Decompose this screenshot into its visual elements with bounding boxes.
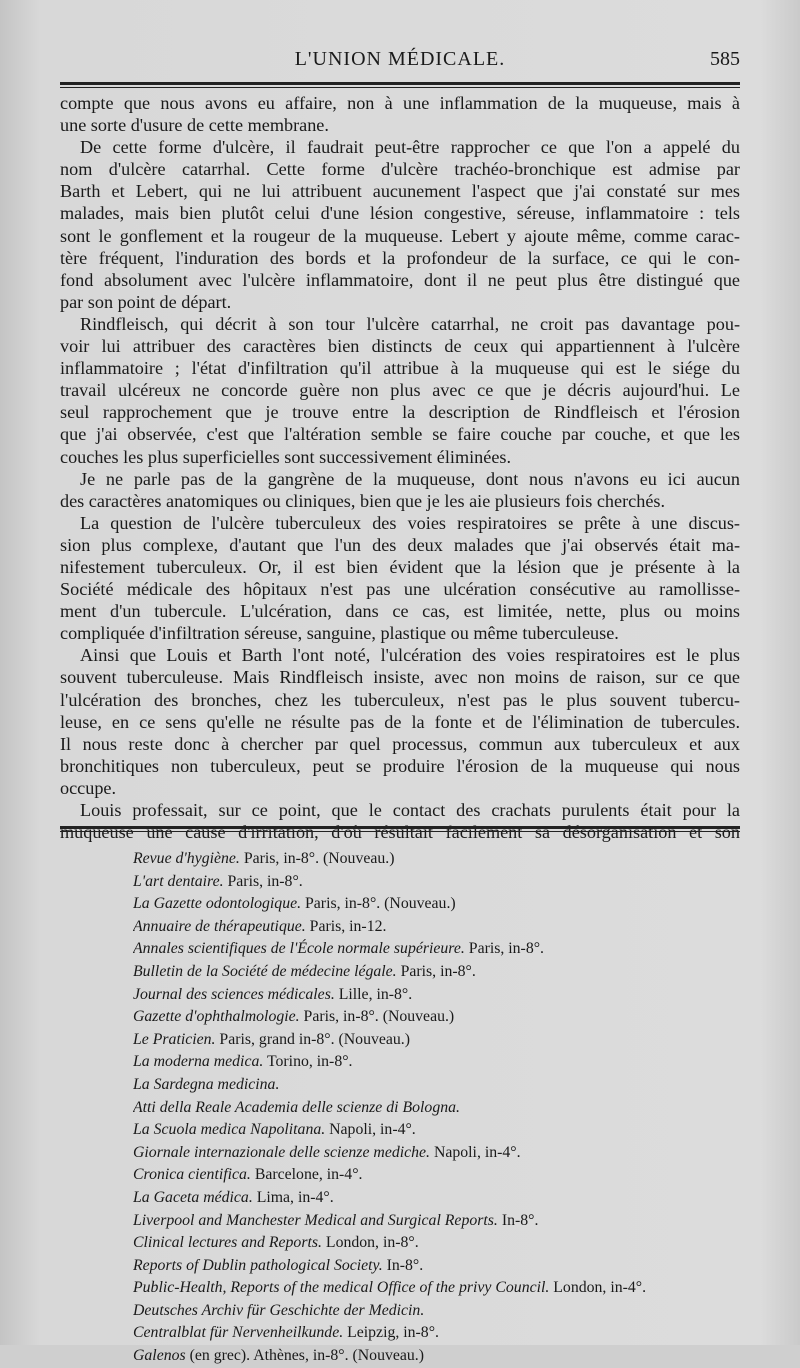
body-line: compliquée d'infiltration séreuse, sanguine, plastique ou même tuberculeuse. (60, 623, 619, 644)
periodical-title: Annuaire de thérapeutique. (133, 917, 306, 935)
periodical-entry (133, 1051, 753, 1074)
periodical-title: Revue d'hygiène. (133, 850, 240, 867)
body-line: couches les plus superficielles sont successivement éliminées. (60, 446, 512, 467)
periodical-details: Lille, in-8°. (334, 985, 413, 1003)
periodical-title: Galenos (133, 1347, 186, 1365)
periodical-details: Paris, in-8°. (223, 872, 303, 890)
body-line: nifestement tuberculeux. Or, il est bien évident que la lésion que je présente à la (60, 556, 740, 577)
periodical-title: Gazette d'ophthalmologie. (133, 1008, 300, 1026)
periodical-entry (133, 1255, 753, 1278)
periodical-details: Napoli, in-4°. (430, 1143, 521, 1161)
periodical-title: La Scuola medica Napolitana. (133, 1121, 326, 1139)
body-line: une sorte d'usure de cette membrane. (60, 115, 329, 136)
body-line: Louis professait, sur ce point, que le contact des crachats purulents était pour la (80, 800, 740, 820)
running-header (60, 48, 740, 76)
periodical-entry (133, 1322, 753, 1345)
periodical-entry (133, 1210, 753, 1233)
periodical-entry (133, 871, 753, 894)
body-line: fond absolument avec l'ulcère inflammatoire, dont il ne peut plus être distingué que (60, 269, 740, 290)
periodical-entry (133, 1074, 753, 1097)
body-line: Je ne parle pas de la gangrène de la muqueuse, dont nous n'avons eu ici aucun (80, 468, 740, 489)
periodical-title: L'art dentaire. (133, 872, 224, 890)
periodical-entry (133, 1187, 753, 1210)
body-line: Société médicale des hôpitaux n'est pas une ulcération consécutive au ramollisse- (60, 579, 740, 600)
body-line: malades, mais bien plutôt celui d'une lésion congestive, séreuse, inflammatoire : tels (60, 203, 740, 224)
periodical-details: Paris, grand in-8°. (Nouveau.) (215, 1030, 410, 1048)
periodical-entry (133, 916, 753, 939)
page-number: 585 (710, 48, 740, 70)
periodical-entry (133, 1277, 753, 1300)
body-line: muqueuse une cause d'irritation, d'où résultait facilement sa désorganisation et son (60, 822, 740, 843)
body-line: tère fréquent, l'induration des bords et la profondeur de la surface, ce qui le con- (60, 247, 740, 268)
periodical-title: Liverpool and Manchester Medical and Surgical Reports. (133, 1211, 498, 1229)
body-line: sion plus complexe, d'autant que l'un des deux malades que j'ai observés était ma- (60, 534, 740, 555)
periodical-title: Centralblat für Nervenheilkunde. (133, 1324, 344, 1342)
periodical-title: Atti della Reale Academia delle scienze di Bologna. (133, 1098, 460, 1116)
periodical-details: Paris, in-8°. (396, 962, 476, 980)
periodical-details: Torino, in-8°. (263, 1053, 353, 1071)
periodical-title: La moderna medica. (133, 1053, 264, 1071)
periodical-title: Journal des sciences médicales. (133, 985, 335, 1003)
periodical-entry (133, 1232, 753, 1255)
body-line: l'ulcération des bronches, chez les tuberculeux, n'est pas le plus souvent tubercu- (60, 689, 740, 710)
periodical-details: Paris, in-8°. (Nouveau.) (239, 850, 395, 867)
body-line: compte que nous avons eu affaire, non à une inflammation de la muqueuse, mais à (60, 93, 740, 113)
body-line: ment d'un tubercule. L'ulcération, dans ce cas, est limitée, nette, plus ou moins (60, 601, 740, 622)
body-line: occupe. (60, 777, 117, 798)
body-line: par son point de départ. (60, 291, 232, 312)
periodical-entry (133, 984, 753, 1007)
periodical-entry (133, 1029, 753, 1052)
periodical-details: Napoli, in-4°. (325, 1121, 416, 1139)
body-line: La question de l'ulcère tuberculeux des voies respiratoires se prête à une discus- (80, 512, 740, 533)
periodical-details: (en grec). Athènes, in-8°. (Nouveau.) (185, 1347, 425, 1365)
body-line: des caractères anatomiques ou cliniques, bien que je les aie plusieurs fois cherchés. (60, 490, 666, 511)
body-text (60, 92, 740, 843)
periodical-title: Giornale internazionale delle scienze mediche. (133, 1143, 430, 1161)
body-line: que j'ai observée, c'est que l'altération semble se faire couche par couche, et que les (60, 424, 740, 445)
body-line: travail ulcéreux ne concorde guère non plus avec ce que je décris aujourd'hui. Le (60, 380, 740, 401)
periodical-details: London, in-4°. (549, 1279, 647, 1297)
body-line: nom d'ulcère catarrhal. Cette forme d'ulcère trachéo-bronchique est admise par (60, 159, 740, 180)
header-rule (60, 82, 740, 88)
periodical-title: Cronica cientifica. (133, 1166, 251, 1184)
periodical-details: In-8°. (497, 1211, 539, 1229)
body-line: Ainsi que Louis et Barth l'ont noté, l'ulcération des voies respiratoires est le plus (80, 645, 740, 666)
periodical-details: Barcelone, in-4°. (250, 1166, 363, 1184)
periodical-title: La Gazette odontologique. (133, 895, 302, 913)
periodical-details: In-8°. (382, 1256, 424, 1274)
periodical-title: Le Praticien. (133, 1030, 216, 1048)
body-line: sont le gonflement et la rougeur de la muqueuse. Lebert y ajoute même, comme carac- (60, 225, 740, 246)
body-line: leuse, en ce sens qu'elle ne résulte pas de la fonte et de l'élimination de tubercules. (60, 711, 740, 732)
periodical-details: London, in-8°. (321, 1234, 419, 1252)
periodical-entry (133, 1006, 753, 1029)
body-line: Barth et Lebert, qui ne lui attribuent aucunement l'aspect que j'ai constaté sur mes (60, 181, 740, 202)
periodical-entry (133, 893, 753, 916)
periodicals-list (133, 848, 753, 1368)
periodical-details: Paris, in-8°. (464, 940, 544, 958)
periodical-details: Paris, in-8°. (Nouveau.) (301, 895, 456, 913)
periodical-title: La Sardegna medicina. (133, 1075, 280, 1093)
periodical-title: Public-Health, Reports of the medical Office of the privy Council. (133, 1279, 550, 1297)
periodical-details: Paris, in-8°. (Nouveau.) (299, 1008, 455, 1026)
body-line: bronchitiques non tuberculeux, peut se produire l'érosion de la muqueuse qui nous (60, 755, 740, 776)
body-line: inflammatoire ; l'état d'infiltration qu'il attribue à la muqueuse qui est le siége du (60, 358, 740, 379)
periodical-title: Deutsches Archiv für Geschichte der Medicin. (133, 1301, 425, 1319)
periodical-entry (133, 961, 753, 984)
periodical-details: Leipzig, in-8°. (343, 1324, 439, 1342)
body-line: voir lui attribuer des caractères bien distincts de ceux qui appartiennent à l'ulcère (60, 336, 740, 357)
periodical-entry (133, 1164, 753, 1187)
periodical-details: Lima, in-4°. (252, 1188, 334, 1206)
journal-title: L'UNION MÉDICALE. (294, 48, 506, 70)
body-line: Il nous reste donc à chercher par quel processus, commun aux tuberculeux et aux (60, 733, 740, 754)
periodical-entry (133, 1119, 753, 1142)
periodical-title: Clinical lectures and Reports. (133, 1234, 322, 1252)
body-line: Rindfleisch, qui décrit à son tour l'ulcère catarrhal, ne croit pas davantage pou- (80, 313, 740, 334)
body-line: seul rapprochement que je trouve entre la description de Rindfleisch et l'érosion (60, 402, 740, 423)
periodical-title: La Gaceta médica. (133, 1188, 253, 1206)
periodical-title: Bulletin de la Société de médecine légale. (133, 962, 397, 980)
periodical-entry (133, 1097, 753, 1120)
periodical-entry (133, 1142, 753, 1165)
section-rule (60, 826, 740, 832)
periodical-title: Reports of Dublin pathological Society. (133, 1256, 383, 1274)
periodical-title: Annales scientifiques de l'École normale supérieure. (133, 940, 465, 958)
body-line: souvent tuberculeuse. Mais Rindfleisch insiste, avec non moins de raison, sur ce que (60, 667, 740, 688)
body-line: De cette forme d'ulcère, il faudrait peut-être rapprocher ce que l'on a appelé du (80, 137, 740, 158)
periodical-entry (133, 1345, 753, 1368)
periodical-entry (133, 1300, 753, 1323)
periodical-entry (133, 938, 753, 961)
periodical-details: Paris, in-12. (305, 917, 387, 935)
periodical-entry (133, 848, 753, 871)
